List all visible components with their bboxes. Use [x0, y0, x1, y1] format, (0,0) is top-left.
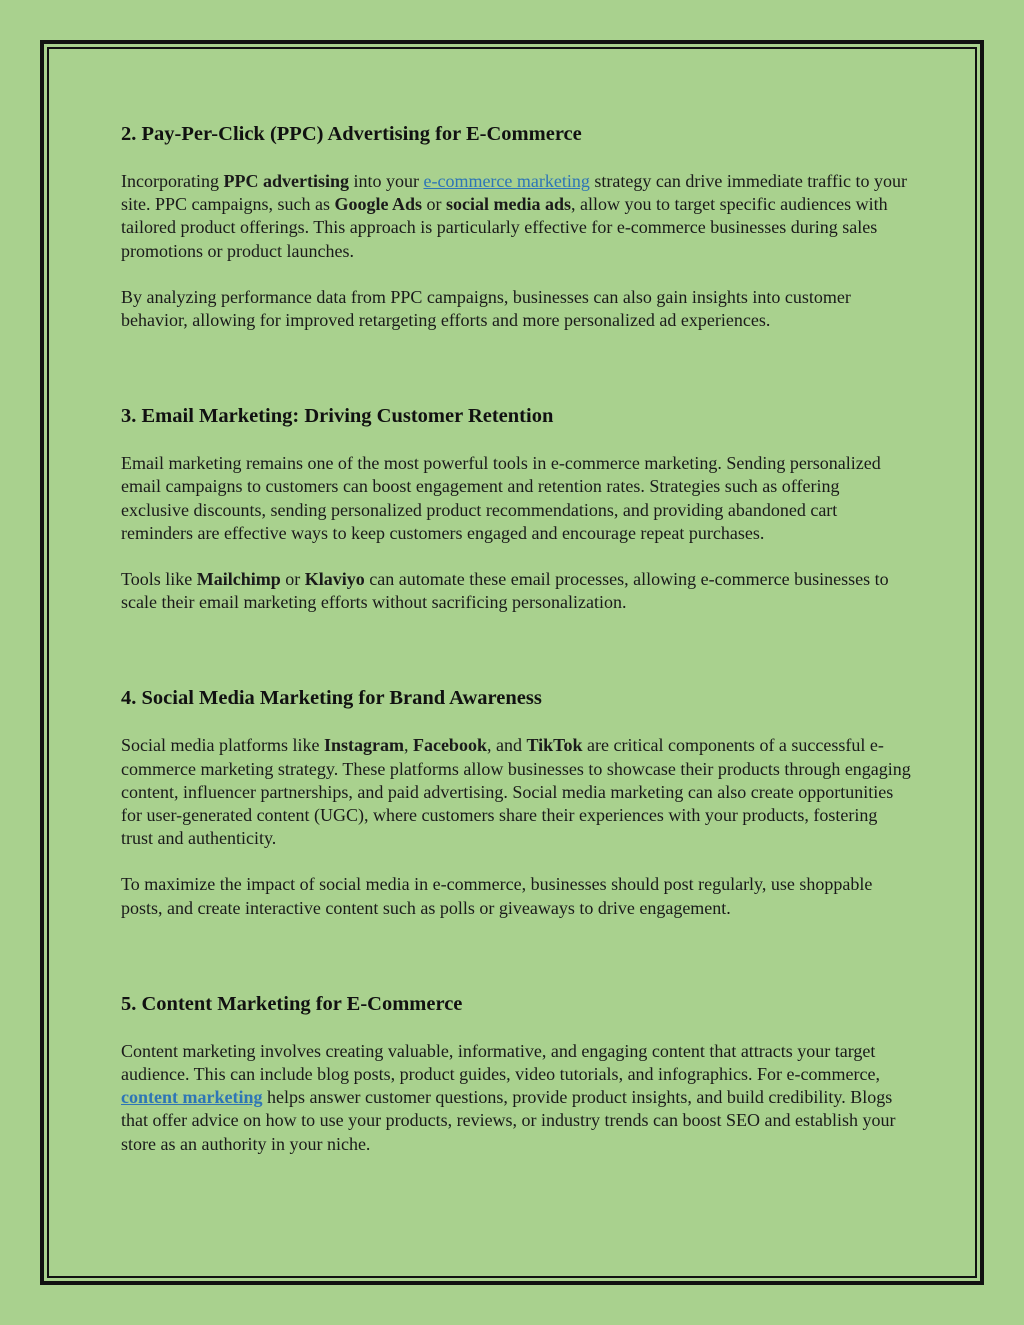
- bold-facebook: Facebook: [412, 735, 487, 756]
- section-content: [121, 990, 911, 1156]
- bold-google-ads: Google Ads: [334, 194, 423, 215]
- text: or: [422, 194, 447, 215]
- bold-social-media-ads: social media ads: [446, 194, 572, 215]
- text: helps answer customer questions, provide product insights, and build credibility. Blogs that offer advice on how to use your products, reviews, or industry trends can boost SEO and establish your store as an authority in your niche.: [121, 1087, 896, 1154]
- section-ppc: [121, 120, 911, 332]
- paragraph-content-1: [121, 1040, 911, 1156]
- section-heading-ppc: 2. Pay-Per-Click (PPC) Advertising for E-Commerce: [121, 123, 582, 145]
- paragraph-email-2: [121, 568, 911, 614]
- section-social: [121, 684, 911, 919]
- text: can automate these email processes, allowing e-commerce businesses to scale their email marketing efforts without sacrificing personalization.: [121, 569, 889, 613]
- text: Tools like: [121, 569, 197, 590]
- paragraph-social-2: To maximize the impact of social media in e-commerce, businesses should post regularly, use shoppable posts, and create interactive content such as polls or giveaways to drive engagement.: [121, 874, 873, 918]
- text: or: [280, 569, 305, 590]
- text: ,: [403, 735, 413, 756]
- text: Social media platforms like: [121, 735, 324, 756]
- paragraph-ppc-2: By analyzing performance data from PPC campaigns, businesses can also gain insights into customer behavior, allowing for improved retargeting efforts and more personalized ad experiences.: [121, 286, 851, 331]
- paragraph-email-1: Email marketing remains one of the most powerful tools in e-commerce marketing. Sending personalized email campaigns to customers can boost engagement and retention rates. Strategies such as offering exclusive discounts, sending personalized product recommendations, and providing abandoned cart reminders are effective ways to keep customers engaged and encourage repeat purchases.: [121, 453, 881, 543]
- bold-klaviyo: Klaviyo: [304, 569, 365, 590]
- paragraph-social-1: [121, 734, 911, 850]
- section-email: [121, 402, 911, 614]
- bold-ppc-advertising: PPC advertising: [223, 171, 349, 191]
- bold-tiktok: TikTok: [526, 735, 583, 756]
- bold-mailchimp: Mailchimp: [196, 569, 281, 590]
- bold-instagram: Instagram: [323, 735, 404, 756]
- section-heading-email: 3. Email Marketing: Driving Customer Retention: [121, 405, 554, 428]
- text: , allow you to target specific audiences with tailored product offerings. This approach is particularly effective for e-commerce businesses during sales promotions or product launches.: [121, 194, 888, 261]
- content-marketing-link[interactable]: content marketing: [121, 1087, 263, 1108]
- paragraph-ppc-1: [121, 170, 911, 263]
- text: strategy can drive immediate traffic to your site. PPC campaigns, such as: [121, 171, 907, 215]
- text: Content marketing involves creating valuable, informative, and engaging content that attracts your target audience. This can include blog posts, product guides, video tutorials, and infographics. For e-commerce,: [121, 1040, 880, 1085]
- text: , and: [486, 735, 527, 756]
- section-heading-social: 4. Social Media Marketing for Brand Awareness: [121, 687, 542, 710]
- text: are critical components of a successful e-commerce marketing strategy. These platforms allow businesses to showcase their products through engaging content, influencer partnerships, and paid advertising. Social media marketing can also create opportunities for user-generated content (UGC), where customers share their experiences with your products, fostering trust and authenticity.: [121, 735, 911, 849]
- ecommerce-marketing-link[interactable]: e-commerce marketing: [423, 171, 590, 191]
- text: into your: [348, 171, 424, 191]
- document-body: [121, 120, 911, 1226]
- section-heading-content: 5. Content Marketing for E-Commerce: [121, 992, 463, 1015]
- text: Incorporating: [121, 171, 224, 191]
